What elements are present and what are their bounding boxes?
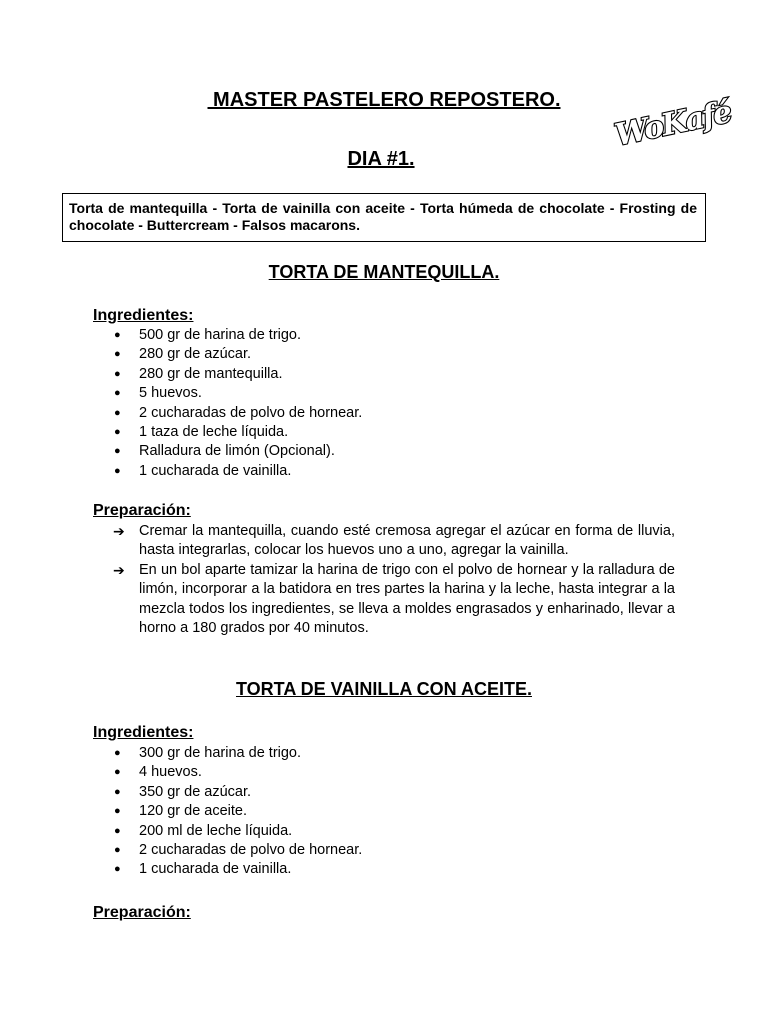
list-item: ● 5 huevos. (111, 384, 362, 403)
day-heading: DIA #1. (347, 148, 415, 170)
ingredients-heading-1: Ingredientes: (93, 307, 194, 324)
list-item: ● 280 gr de mantequilla. (111, 365, 362, 384)
recipe-title-mantequilla: TORTA DE MANTEQUILLA. (268, 262, 500, 282)
list-item: ➔ Cremar la mantequilla, cuando esté cremosa agregar el azúcar en forma de lluvia, hasta integrarlas, colocar los huevos uno a uno, agregar la vainilla. (111, 522, 675, 561)
list-item: ● 4 huevos. (111, 763, 362, 782)
list-item: ● 300 gr de harina de trigo. (111, 744, 362, 763)
ingredients-heading-2: Ingredientes: (93, 724, 194, 741)
wokafe-logo (606, 94, 734, 154)
list-item: ● 2 cucharadas de polvo de hornear. (111, 841, 362, 860)
list-item: ● 2 cucharadas de polvo de hornear. (111, 404, 362, 423)
ingredients-list-1 (111, 326, 362, 481)
preparation-list-1 (111, 522, 675, 638)
preparation-heading-1: Preparación: (93, 502, 191, 519)
list-item: ● Ralladura de limón (Opcional). (111, 442, 362, 461)
ingredients-list-2 (111, 744, 362, 880)
list-item: ● 500 gr de harina de trigo. (111, 326, 362, 345)
list-item: ● 350 gr de azúcar. (111, 783, 362, 802)
list-item: ● 1 cucharada de vainilla. (111, 860, 362, 879)
recipe-title-vainilla: TORTA DE VAINILLA CON ACEITE. (236, 679, 532, 699)
list-item: ● 120 gr de aceite. (111, 802, 362, 821)
list-item: ● 280 gr de azúcar. (111, 345, 362, 364)
list-item: ● 200 ml de leche líquida. (111, 822, 362, 841)
list-item: ● 1 taza de leche líquida. (111, 423, 362, 442)
summary-box: Torta de mantequilla - Torta de vainilla con aceite - Torta húmeda de chocolate - Frosting de chocolate - Buttercream - Falsos macarons. (62, 193, 706, 242)
preparation-heading-2: Preparación: (93, 904, 191, 921)
logo-text: WoKafé (611, 94, 734, 154)
list-item: ➔ En un bol aparte tamizar la harina de trigo con el polvo de hornear y la ralladura de limón, incorporar a la batidora en tres partes la harina y la leche, hasta integrar a la mezcla todos los ingredientes, se lleva a moldes engrasados y enharinado, llevar a horno a 180 grados por 40 minutos. (111, 561, 675, 639)
list-item: ● 1 cucharada de vainilla. (111, 462, 362, 481)
document-title: MASTER PASTELERO REPOSTERO. (207, 89, 561, 111)
